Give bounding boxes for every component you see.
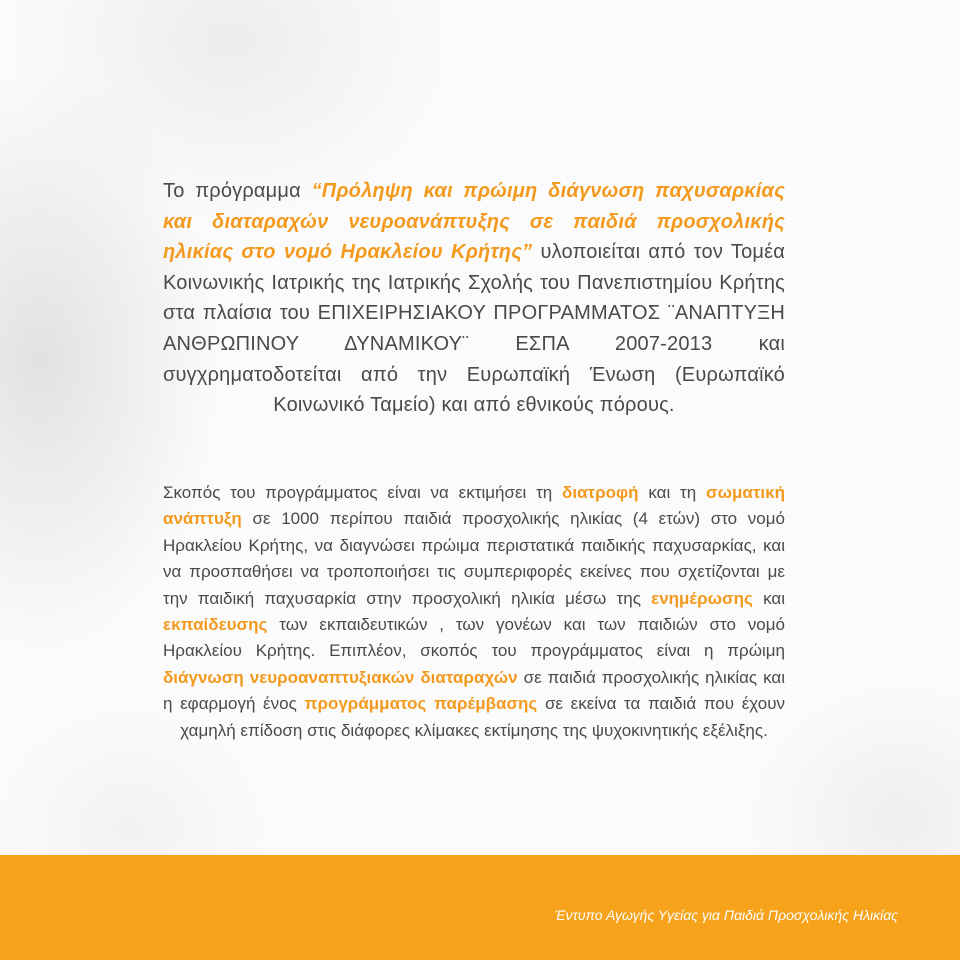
- footer-band: [0, 855, 960, 960]
- aims-text-6: σε παιδιά προσχολικής ηλικίας και η εφαρμογή ένος: [163, 667, 785, 714]
- aims-highlight-growth: σωματική ανάπτυξη: [163, 483, 785, 529]
- aims-highlight-nutrition: διατροφή: [562, 483, 639, 502]
- aims-highlight-information: ενημέρωσης: [651, 588, 753, 608]
- aims-text-5: των εκπαιδευτικών , των γονέων και των παιδιών στο νομό Ηρακλείου Κρήτης. Επιπλέον, σκοπός του προγράμματος είναι η πρώιμη: [163, 615, 785, 661]
- aims-highlight-education: εκπαίδευσης: [163, 615, 268, 635]
- footer-title: Έντυπο Αγωγής Υγείας για Παιδιά Προσχολικής Ηλικίας: [554, 907, 898, 923]
- aims-paragraph: [163, 480, 785, 744]
- aims-highlight-intervention: προγράμματος παρέμβασης: [304, 694, 538, 714]
- aims-text-2: και τη: [648, 483, 697, 502]
- intro-prefix: Το πρόγραμμα: [163, 180, 301, 202]
- intro-body: υλοποιείται από τον Τομέα Κοινωνικής Ιατρικής της Ιατρικής Σχολής του Πανεπιστημίου Κρήτης στα πλαίσια του ΕΠΙΧΕΙΡΗΣΙΑΚΟΥ ΠΡΟΓΡΑΜΜΑΤΟΣ ¨ΑΝΑΠΤΥΞΗ ΑΝΘΡΩΠΙΝΟΥ ΔΥΝΑΜΙΚΟΥ¨ ΕΣΠΑ 2007-2013 και συγχρηματοδοτείται από την Ευρωπαϊκή Ένωση (Ευρωπαϊκό Κοινωνικό Ταμείο) και από εθνικούς πόρους.: [163, 241, 786, 417]
- intro-paragraph: [163, 176, 785, 421]
- aims-text-7: σε εκείνα τα παιδιά που έχουν χαμηλή επίδοση στις διάφορες κλίμακες εκτίμησης της ψυχοκινητικής εξέλιξης.: [180, 694, 785, 740]
- aims-highlight-diagnosis: διάγνωση νευροαναπτυξιακών διαταραχών: [163, 667, 518, 687]
- program-title: “Πρόληψη και πρώιμη διάγνωση παχυσαρκίας και διαταραχών νευροανάπτυξης σε παιδιά προσχολικής ηλικίας στο νομό Ηρακλείου Κρήτης”: [163, 180, 785, 264]
- aims-text-1: Σκοπός του προγράμματος είναι να εκτιμήσει τη: [163, 483, 553, 502]
- aims-text-3: σε 1000 περίπου παιδιά προσχολικής ηλικίας (4 ετών) στο νομό Ηρακλείου Κρήτης, να διαγνώσει πρώιμα περιστατικά παιδικής παχυσαρκίας, και να προσπαθήσει να τροποποιήσει τις συμπεριφορές εκείνες που σχετίζονται με την παιδική παχυσαρκία στην προσχολική ηλικία μέσω της: [163, 509, 785, 608]
- aims-text-4: και: [763, 588, 785, 608]
